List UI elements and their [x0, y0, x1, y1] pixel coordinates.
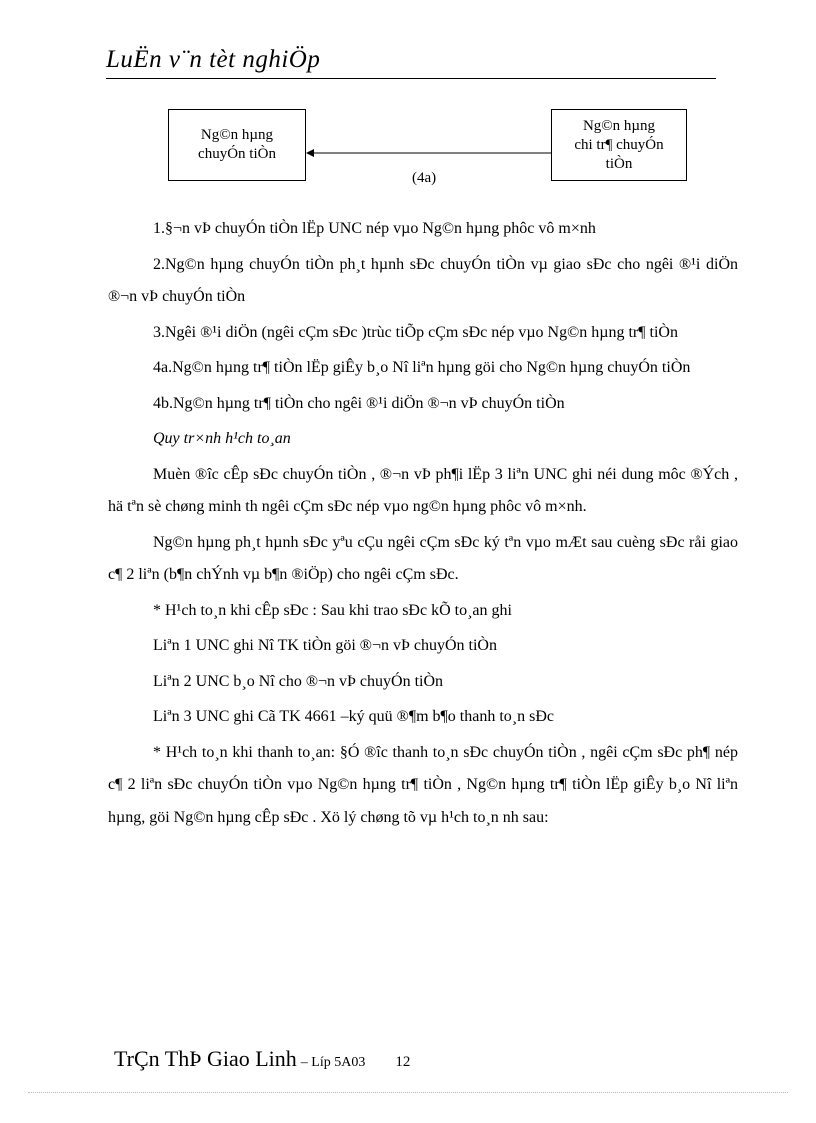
- diagram-box-paying-bank-label: Ng©n hµng chi tr¶ chuyÓn tiÒn: [574, 117, 664, 172]
- footer-author: TrÇn ThÞ Giao Linh: [114, 1046, 297, 1071]
- paragraph: 3.Ngêi ®¹i diÖn (ngêi cÇm sÐc )trùc tiÕp cÇm sÐc nép vµo Ng©n hµng tr¶ tiÒn: [153, 323, 678, 341]
- diagram-box-paying-bank: [551, 109, 687, 181]
- paragraph: Liªn 2 UNC b¸o Nî cho ®¬n vÞ chuyÓn tiÒn: [153, 672, 444, 690]
- paragraph: Muèn ®îc cÊp sÐc chuyÓn tiÒn , ®¬n vÞ ph¶i lËp 3 liªn UNC ghi néi dung môc ®Ých , hä tªn sè chøng minh th ngêi cÇm sÐc nép vµo ng©n hµng phôc vô m×nh.: [108, 465, 738, 515]
- page-number: 12: [395, 1054, 411, 1070]
- footer-class: – Líp 5A03: [300, 1055, 366, 1070]
- diagram-arrow-head: [306, 149, 314, 157]
- paragraph: 4a.Ng©n hµng tr¶ tiÒn lËp giÊy b¸o Nî liªn hµng göi cho Ng©n hµng chuyÓn tiÒn: [153, 359, 691, 376]
- paragraph: Liªn 1 UNC ghi Nî TK tiÒn göi ®¬n vÞ chuyÓn tiÒn: [153, 637, 497, 654]
- header-title: LuËn v¨n tèt nghiÖp: [106, 46, 321, 73]
- diagram-arrow: [300, 140, 552, 166]
- header-rule: [106, 78, 716, 79]
- diagram-box-transfer-bank-label: Ng©n hµng chuyÓn tiÒn: [198, 127, 276, 162]
- diagram-box-transfer-bank: [168, 109, 306, 181]
- section-heading: Quy tr×nh h¹ch to¸an: [153, 430, 291, 447]
- paragraph: 2.Ng©n hµng chuyÓn tiÒn ph¸t hµnh sÐc chuyÓn tiÒn vµ giao sÐc cho ngêi ®¹i diÖn ®¬n vÞ chuyÓn tiÒn: [108, 255, 738, 305]
- paragraph: 1.§¬n vÞ chuyÓn tiÒn lËp UNC nép vµo Ng©n hµng phôc vô m×nh: [153, 220, 596, 237]
- diagram-arrow-label: (4a): [412, 170, 437, 186]
- paragraph: Ng©n hµng ph¸t hµnh sÐc yªu cÇu ngêi cÇm sÐc ký tªn vµo mÆt sau cuèng sÐc råi giao c¶ 2 liªn (b¶n chÝnh vµ b¶n ®iÖp) cho ngêi cÇm sÐc.: [108, 533, 738, 583]
- body-text: [108, 213, 738, 837]
- footer: [114, 1046, 410, 1072]
- page-bottom-divider: [28, 1092, 788, 1093]
- paragraph: * H¹ch to¸n khi thanh to¸an: §Ó ®îc thanh to¸n sÐc chuyÓn tiÒn , ngêi cÇm sÐc ph¶ nép c¶ 2 liªn sÐc chuyÓn tiÒn vµo Ng©n hµng tr¶ tiÒn , Ng©n hµng tr¶ tiÒn lËp giÊy b¸o Nî liªn hµng, göi Ng©n hµng cÊp sÐc . Xö lý chøng tõ vµ h¹ch to¸n nh sau:: [108, 743, 738, 826]
- paragraph: * H¹ch to¸n khi cÊp sÐc : Sau khi trao sÐc kÕ to¸an ghi: [153, 601, 512, 619]
- paragraph: Liªn 3 UNC ghi Cã TK 4661 –ký quü ®¶m b¶o thanh to¸n sÐc: [153, 708, 554, 725]
- paragraph: 4b.Ng©n hµng tr¶ tiÒn cho ngêi ®¹i diÖn ®¬n vÞ chuyÓn tiÒn: [153, 394, 565, 412]
